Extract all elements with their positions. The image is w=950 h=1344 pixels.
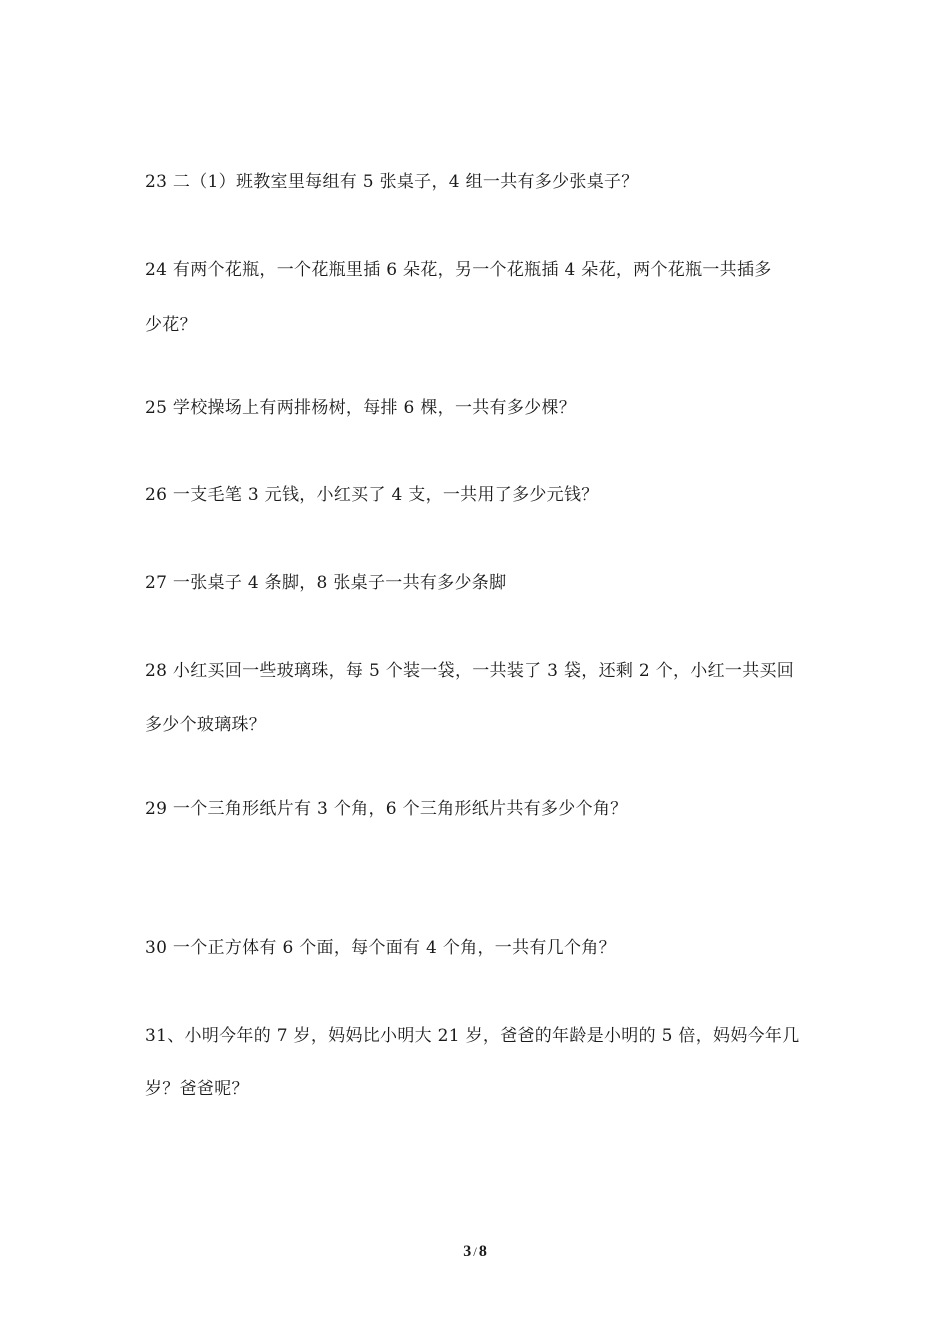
question-24-line-2: 少花？ xyxy=(145,315,197,335)
page-separator: / xyxy=(473,1244,477,1259)
total-pages: 8 xyxy=(478,1243,487,1260)
question-23-line-1: 23 二（1）班教室里每组有 5 张桌子，4 组一共有多少张桌子？ xyxy=(145,172,639,192)
page-number xyxy=(0,1243,950,1261)
current-page: 3 xyxy=(463,1243,472,1260)
question-31-line-1: 31、小明今年的 7 岁，妈妈比小明大 21 岁，爸爸的年龄是小明的 5 倍，妈妈今年几 xyxy=(145,1026,800,1046)
question-27-line-1: 27 一张桌子 4 条脚，8 张桌子一共有多少条脚 xyxy=(145,573,507,593)
question-28-line-2: 多少个玻璃珠？ xyxy=(145,715,267,735)
question-30-line-1: 30 一个正方体有 6 个面，每个面有 4 个角，一共有几个角？ xyxy=(145,938,616,958)
question-31-line-2: 岁？爸爸呢？ xyxy=(145,1079,249,1099)
question-29-line-1: 29 一个三角形纸片有 3 个角，6 个三角形纸片共有多少个角？ xyxy=(145,799,628,819)
question-26-line-1: 26 一支毛笔 3 元钱，小红买了 4 支，一共用了多少元钱？ xyxy=(145,485,599,505)
question-28-line-1: 28 小红买回一些玻璃珠，每 5 个装一袋，一共装了 3 袋，还剩 2 个，小红一共买回 xyxy=(145,661,795,681)
question-25-line-1: 25 学校操场上有两排杨树，每排 6 棵，一共有多少棵？ xyxy=(145,398,577,418)
question-24-line-1: 24 有两个花瓶，一个花瓶里插 6 朵花，另一个花瓶插 4 朵花，两个花瓶一共插多 xyxy=(145,260,772,280)
